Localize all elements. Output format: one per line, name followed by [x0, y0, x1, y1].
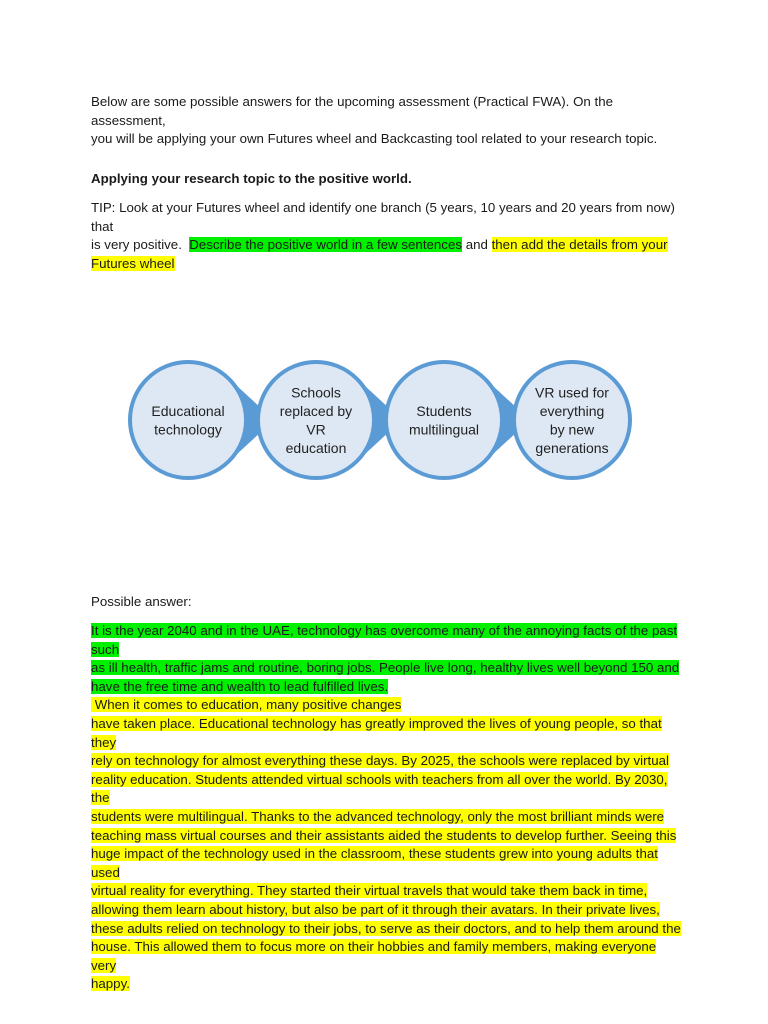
yellow-highlight: house. This allowed them to focus more on their hobbies and family members, making everyone very [91, 939, 657, 973]
diagram-node [514, 362, 630, 478]
process-diagram-svg [110, 350, 640, 490]
intro-paragraph [91, 93, 681, 149]
yellow-highlight: When it comes to education, many positive changes [91, 697, 402, 713]
node-circle [258, 362, 374, 478]
tip-paragraph [91, 199, 681, 273]
node-label: technology [154, 421, 222, 438]
node-label: multilingual [408, 421, 480, 438]
node-label: education [285, 439, 347, 456]
node-label: Schools [291, 384, 341, 401]
intro-line: Below are some possible answers for the upcoming assessment (Practical FWA). On the assessment, [91, 94, 613, 128]
yellow-highlight: happy. [91, 976, 130, 992]
yellow-highlight: have taken place. Educational technology has greatly improved the lives of young people, so that they [91, 715, 662, 750]
node-label: Students [416, 402, 472, 419]
section-heading: Applying your research topic to the positive world. [91, 171, 412, 186]
answer-label: Possible answer: [91, 594, 192, 609]
green-highlight: as ill health, traffic jams and routine, boring jobs. People live long, healthy lives well beyond 150 and [91, 660, 680, 676]
yellow-highlight: teaching mass virtual courses and their assistants aided the students to develop further. Seeing this [91, 827, 677, 843]
green-highlight: It is the year 2040 and in the UAE, technology has overcome many of the annoying facts of the past such [91, 623, 678, 657]
yellow-highlight: allowing them learn about history, but also be part of it through their avatars. In their private lives, [91, 901, 660, 917]
yellow-highlight: students were multilingual. Thanks to the advanced technology, only the most brilliant minds were [91, 808, 665, 824]
yellow-highlight: virtual reality for everything. They started their virtual travels that would take them back in time, [91, 883, 648, 899]
node-label: generations [535, 439, 609, 456]
possible-answer-paragraph [91, 622, 681, 994]
node-label: VR used for [535, 384, 609, 401]
yellow-highlight: Futures wheel [91, 255, 175, 271]
yellow-highlight: rely on technology for almost everything these days. By 2025, the schools were replaced by virtual [91, 753, 669, 769]
node-label: by new [549, 421, 595, 438]
yellow-highlight: huge impact of the technology used in the classroom, these students grew into young adults that used [91, 846, 658, 880]
green-highlight: have the free time and wealth to lead fulfilled lives. [91, 678, 389, 694]
tip-text: is very positive. [91, 237, 190, 253]
intro-line: you will be applying your own Futures wheel and Backcasting tool related to your research topic. [91, 131, 658, 147]
node-label: everything [539, 402, 605, 419]
node-label: replaced by [279, 402, 353, 419]
process-diagram [110, 350, 640, 490]
node-label: Educational [151, 402, 225, 419]
node-circle [130, 362, 246, 478]
tip-text: and [462, 237, 492, 253]
green-highlight: Describe the positive world in a few sentences [189, 237, 463, 253]
diagram-node [258, 362, 402, 478]
node-circle [386, 362, 502, 478]
diagram-node [130, 362, 274, 478]
tip-line: TIP: Look at your Futures wheel and identify one branch (5 years, 10 years and 20 years from now) that [91, 200, 675, 234]
node-label: VR [306, 421, 326, 438]
yellow-highlight: reality education. Students attended virtual schools with teachers from all over the world. By 2030, the [91, 771, 668, 806]
diagram-node [386, 362, 530, 478]
yellow-highlight: these adults relied on technology to their jobs, to serve as their doctors, and to help them around the [91, 920, 681, 936]
yellow-highlight: then add the details from your [491, 237, 668, 253]
node-circle [514, 362, 630, 478]
